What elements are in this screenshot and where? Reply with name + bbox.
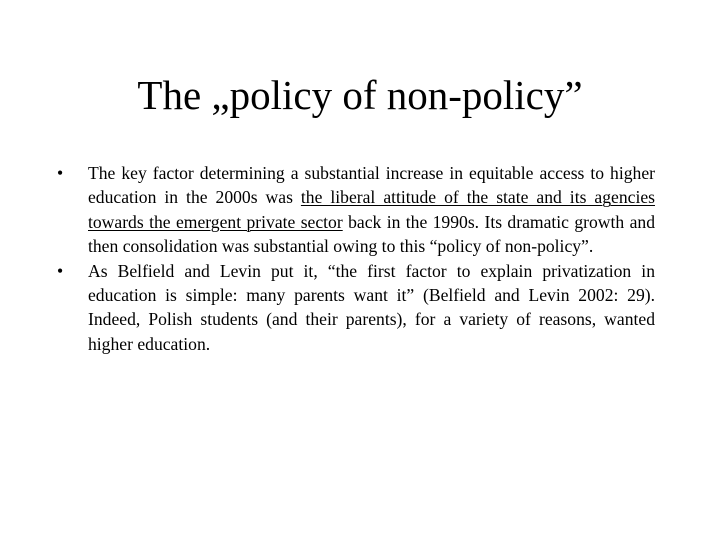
bullet-text-conclusion: back in the 1990s. Its dramatic growth and then consolidation was substantial owing to this “policy of non-policy”. bbox=[88, 211, 655, 257]
bullet-item-belfield-levin bbox=[57, 259, 655, 357]
bullet-item-key-factor bbox=[57, 161, 655, 259]
bullet-text-intro: The key factor determining a substantial increase in equitable access to higher education in the 2000s was bbox=[88, 163, 655, 208]
slide-title: The „policy of non-policy” bbox=[137, 72, 583, 118]
bullet-icon: • bbox=[57, 163, 64, 183]
bullet-text: As Belfield and Levin put it, “the first factor to explain privatization in education is simple: many parents want it” (Belfield and Levin 2002: 29). Indeed, Polish students (and their parents), for a variety of reasons, wanted higher education. bbox=[88, 260, 655, 354]
bullet-text-underlined-phrase: the liberal attitude of the state and its agencies towards the emergent private sector bbox=[88, 187, 655, 232]
bullet-icon: • bbox=[57, 260, 64, 281]
bullet-list bbox=[57, 161, 655, 356]
